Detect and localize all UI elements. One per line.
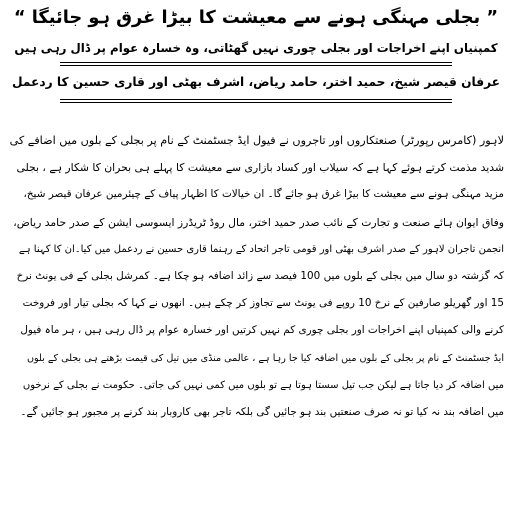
- body-line: وفاق ایوان ہائے صنعت و تجارت کے نائب صدر حمید اختر، مال روڈ ٹریڈرز ایسوسی ایشن کے صدر حامد ریاض،: [13, 215, 504, 229]
- body-line: مزید مہنگی ہونے سے معیشت کا بیڑا غرق ہو جائے گا۔ ان خیالات کا اظہار پیاف کے چیئرمین عرفان قیصر شیخ،: [23, 188, 504, 201]
- divider-4: [60, 102, 452, 103]
- body-line: میں اضافہ کر دیا جاتا ہے لیکن جب تیل سستا ہوتا ہے تو بلوں میں کمی نہیں کی جاتی۔ حکومت نے بجلی کے نرخوں: [22, 379, 504, 391]
- body-line: لاہور (کامرس رپورٹر) صنعتکاروں اور تاجروں نے فیول ایڈ جسٹمنٹ کے نام پر بجلی کے بلوں میں اضافے کی: [9, 134, 504, 147]
- body-line: کہ گزشتہ دو سال میں بجلی کے بلوں میں 100 فیصد سے زائد اضافہ ہو چکا ہے۔ کمرشل بجلی کے فی یونٹ نرخ: [16, 270, 504, 283]
- subheading-1: کمپنیاں اپنے اخراجات اور بجلی چوری نہیں گھٹاتی، وہ خسارہ عوام پر ڈال رہی ہیں: [14, 41, 498, 55]
- divider-3: [60, 99, 452, 100]
- body-line: 15 اور گھریلو صارفین کے نرخ 10 روپے فی یونٹ سے تجاوز کر چکے ہیں۔ انھوں نے کہا کہ بجلی تیار اور فروخت: [22, 297, 504, 310]
- headline: ” بجلی مہنگی ہونے سے معیشت کا بیڑا غرق ہو جائیگا “: [13, 7, 499, 28]
- body-line: کرنے والی کمپنیاں اپنے اخراجات اور بجلی چوری کم نہیں کرتیں اور خسارہ عوام پر ڈال رہی ہیں ، ہر ماہ فیول: [20, 324, 504, 337]
- divider-1: [60, 62, 452, 63]
- divider-2: [60, 65, 452, 66]
- body-line: میں اضافہ بند نہ کیا تو نہ صرف صنعتیں بند ہو جائیں گی بلکہ تاجر بھی کاروبار بند کرنے پر مجبور ہو جائیں گے۔: [20, 406, 504, 419]
- subheading-2: عرفان قیصر شیخ، حمید اختر، حامد ریاض، اشرف بھٹی اور قاری حسین کا ردعمل: [12, 75, 500, 89]
- article-body: [8, 127, 504, 426]
- body-line: ایڈ جسٹمنٹ کے نام پر بجلی کے بلوں میں اضافہ کیا جا رہا ہے ، عالمی منڈی میں تیل کی قیمت بڑھتے ہی بجلی کے بلوں: [27, 352, 504, 364]
- body-line: شدید مذمت کرتے ہوئے کہا ہے کہ سیلاب اور کساد بازاری سے معیشت کا پہلے ہی بحران کا شکار ہے ، بجلی: [16, 161, 504, 175]
- body-line: انجمن تاجران لاہور کے صدر اشرف بھٹی اور قومی تاجر اتحاد کے رہنما قاری حسین نے ردعمل میں کیا۔ان کا کہنا ہے: [18, 243, 504, 255]
